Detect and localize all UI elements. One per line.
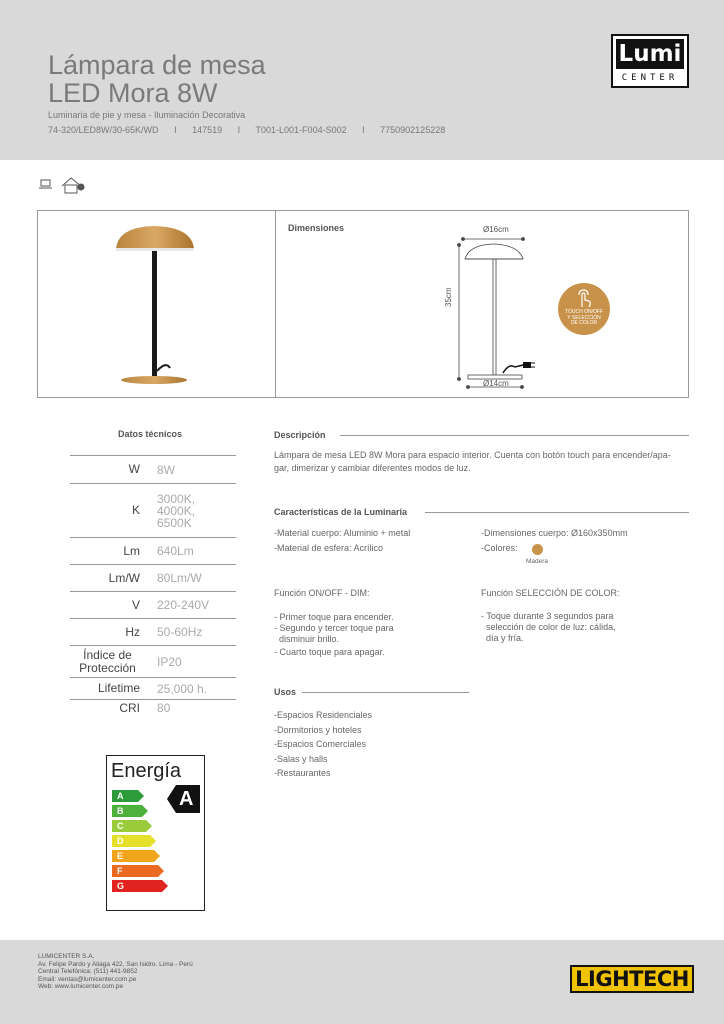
lightech-logo	[570, 965, 694, 993]
tech-value: 220-240V	[157, 598, 210, 612]
tech-data-title: Datos técnicos	[118, 429, 183, 439]
lightech-wordmark: LIGHTECH	[575, 967, 689, 991]
code-sep: I	[174, 125, 177, 135]
home-icon	[62, 178, 84, 193]
product-images-frame	[37, 210, 689, 398]
usage-icons	[38, 176, 98, 196]
tech-key: Lm	[123, 543, 140, 558]
table-row	[70, 564, 236, 591]
table-row	[70, 677, 236, 699]
code-sep: I	[362, 125, 365, 135]
tech-key: Lm/W	[108, 570, 140, 585]
page-title: Lámpara de mesa	[48, 50, 266, 80]
product-codes	[48, 125, 457, 135]
feature-item: -Dimensiones cuerpo: Ø160x350mm	[481, 528, 628, 538]
feature-item: -Colores:	[481, 543, 518, 553]
energy-label	[106, 755, 205, 911]
table-row	[70, 618, 236, 645]
badge-line-1: TOUCH ON/OFF	[565, 309, 603, 315]
table-row	[70, 699, 236, 717]
company-email: Email: ventas@lumicenter.com.pe	[38, 975, 137, 983]
uses-title: Usos	[274, 687, 297, 697]
product-photo	[108, 221, 208, 391]
logo-word-bottom: CENTER	[621, 73, 679, 83]
tech-value: 50-60Hz	[157, 625, 203, 639]
touch-badge	[558, 283, 610, 335]
top-diameter: Ø16cm	[483, 225, 509, 234]
tech-value: 8W	[157, 462, 175, 477]
tech-value: 80	[157, 701, 171, 715]
code-model: 74-320/LED8W/30-65K/WD	[48, 125, 159, 135]
description-rule	[340, 435, 689, 436]
company-info	[38, 953, 193, 991]
tech-value: 25,000 h.	[157, 681, 208, 696]
height-dimension: 35cm	[444, 287, 453, 307]
tech-data-table	[70, 455, 236, 717]
on-off-title: Función ON/OFF - DIM:	[274, 588, 370, 598]
tech-value: 80Lm/W	[157, 571, 202, 585]
tech-key: Lifetime	[97, 681, 140, 695]
color-select-item: - Toque durante 3 segundos para selección de color de luz: cálida, día y fría.	[481, 611, 616, 643]
color-name: Madera	[526, 558, 549, 565]
energy-class-f: F	[112, 865, 158, 877]
company-address: Av. Felipe Pardo y Aliaga 422, San Isidro. Lima - Perú	[38, 960, 193, 968]
table-row	[70, 483, 236, 537]
features-rule	[425, 512, 689, 513]
color-select-title: Función SELECCIÓN DE COLOR:	[481, 588, 620, 598]
tech-key: K	[131, 503, 140, 517]
energy-title: Energía	[111, 760, 182, 782]
features-title: Características de la Luminaria	[274, 507, 408, 517]
badge-line-2: Y SELECCIÓN	[567, 314, 601, 321]
tech-value: 640Lm	[157, 544, 194, 558]
page-subtitle: Luminaria de pie y mesa - Iluminación Decorativa	[48, 110, 246, 120]
code-family: T001-L001-F004-S002	[255, 125, 347, 135]
on-off-item: - Cuarto toque para apagar.	[274, 647, 385, 657]
use-item: -Salas y halls	[274, 754, 328, 764]
tech-value: 3000K, 4000K, 6500K	[157, 491, 196, 530]
energy-class-d: D	[112, 835, 150, 847]
feature-item: -Material cuerpo: Aluminio + metal	[274, 528, 411, 538]
tech-key: V	[131, 597, 140, 612]
use-item: -Restaurantes	[274, 768, 331, 778]
uses-rule	[302, 692, 469, 693]
logo-word-top: Lumi	[616, 39, 684, 69]
color-swatch-madera	[532, 544, 543, 555]
tech-key: Índice de Protección	[79, 647, 136, 675]
tech-key: W	[128, 462, 140, 476]
energy-class-b: B	[112, 805, 142, 817]
table-row	[70, 537, 236, 564]
table-row	[70, 645, 236, 677]
company-name: LUMICENTER S.A.	[38, 953, 95, 960]
tech-key: Hz	[125, 624, 140, 639]
on-off-item: - Segundo y tercer toque para disminuir brillo.	[274, 623, 394, 644]
tech-key: CRI	[119, 701, 140, 715]
use-item: -Espacios Comerciales	[274, 739, 367, 749]
company-phone: Central Telefónica: (511) 441-9852	[38, 968, 138, 975]
company-web: Web: www.lumicenter.com.pe	[38, 983, 124, 990]
table-row	[70, 455, 236, 483]
description-text: Lámpara de mesa LED 8W Mora para espacio interior. Cuenta con botón touch para encender/apa- gar, dimerizar y cambiar diferentes modos de luz.	[274, 450, 671, 473]
touch-hand-icon	[574, 289, 594, 309]
base-diameter: Ø14cm	[483, 379, 509, 388]
energy-class-c: C	[112, 820, 146, 832]
code-sku: 147519	[192, 125, 223, 135]
energy-rating: A	[179, 788, 194, 810]
frame-divider	[275, 211, 276, 397]
description-title: Descripción	[274, 430, 326, 440]
code-sep: I	[237, 125, 241, 135]
table-row	[70, 591, 236, 618]
code-ean: 7750902125228	[380, 125, 446, 135]
lumicenter-logo	[611, 34, 689, 88]
use-item: -Espacios Residenciales	[274, 710, 373, 720]
energy-class-a: A	[112, 790, 138, 802]
desk-lamp-icon	[39, 180, 52, 188]
dimensions-label: Dimensiones	[288, 223, 345, 233]
tech-value: IP20	[157, 654, 182, 669]
page-title-line2: LED Mora 8W	[48, 78, 218, 108]
energy-class-g: G	[112, 880, 162, 892]
use-item: -Dormitorios y hoteles	[274, 725, 362, 735]
energy-class-e: E	[112, 850, 154, 862]
dimension-drawing	[443, 223, 553, 393]
badge-line-3: DE COLOR	[570, 320, 598, 326]
feature-item: -Material de esfera: Acrílico	[274, 543, 384, 553]
on-off-item: - Primer toque para encender.	[274, 612, 394, 622]
